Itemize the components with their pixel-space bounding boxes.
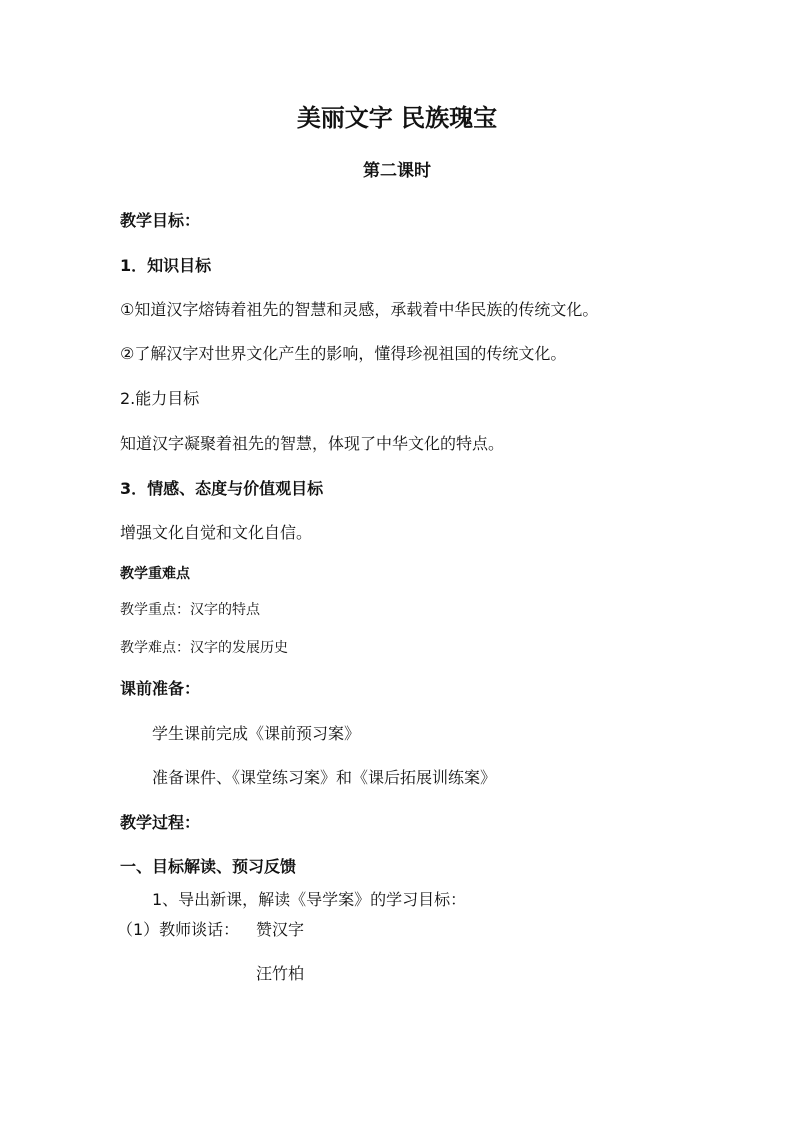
step-1-text: 1、导出新课，解读《导学案》的学习目标： [152, 890, 467, 909]
ability-text: 知道汉字凝聚着祖先的智慧，体现了中华文化的特点。 [120, 434, 505, 453]
page-subtitle: 第二课时 [363, 161, 431, 181]
teacher-talk-label: （1）教师谈话： [117, 920, 240, 939]
key-point-text: 教学重点：汉字的特点 [120, 602, 260, 618]
ability-heading: 2.能力目标 [120, 389, 200, 408]
poem-author: 汪竹柏 [256, 964, 305, 983]
preparation-item-1: 学生课前完成《课前预习案》 [152, 724, 361, 743]
key-difficult-heading: 教学重难点 [120, 566, 190, 582]
preparation-item-2: 准备课件、《课堂练习案》和《课后拓展训练案》 [152, 768, 497, 787]
section-1-heading: 一、目标解读、预习反馈 [120, 857, 297, 876]
emotion-text: 增强文化自觉和文化自信。 [120, 523, 313, 542]
knowledge-item-1: ①知道汉字熔铸着祖先的智慧和灵感，承载着中华民族的传统文化。 [120, 300, 599, 319]
page-title: 美丽文字 民族瑰宝 [296, 104, 498, 132]
difficult-point-text: 教学难点：汉字的发展历史 [120, 640, 288, 656]
objectives-heading: 教学目标： [120, 211, 201, 230]
process-heading: 教学过程： [120, 813, 201, 832]
knowledge-heading: 1．知识目标 [120, 256, 212, 275]
poem-title: 赞汉字 [256, 920, 305, 939]
knowledge-item-2: ②了解汉字对世界文化产生的影响，懂得珍视祖国的传统文化。 [120, 344, 567, 363]
preparation-heading: 课前准备： [120, 679, 201, 698]
emotion-heading: 3．情感、态度与价值观目标 [120, 479, 324, 498]
